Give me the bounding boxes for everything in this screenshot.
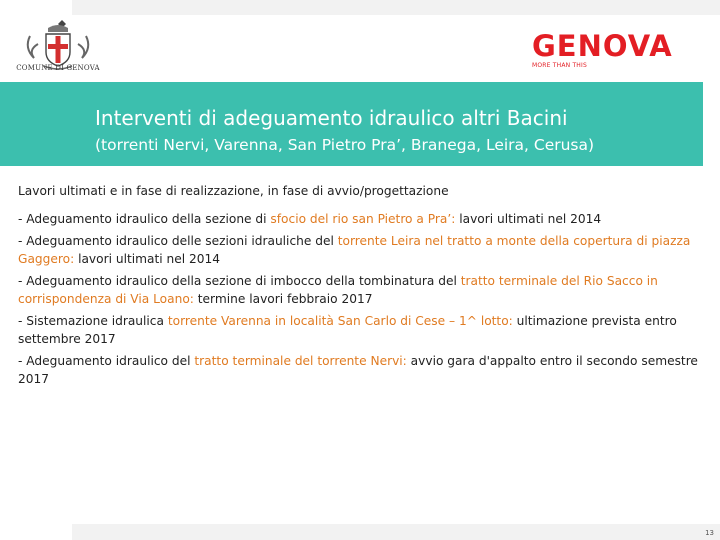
item-highlight: torrente Leira nel tratto a monte della copertura di piazza Gaggero: (18, 234, 691, 266)
item-text: - Adeguamento idraulico della sezione di (18, 212, 271, 226)
item-status: lavori ultimati nel 2014 (455, 212, 602, 226)
item-text: - Sistemazione idraulica (18, 314, 168, 328)
item-text: - Adeguamento idraulico delle sezioni idrauliche del (18, 234, 338, 248)
list-item (18, 312, 698, 348)
logo-wordmark: GENOVA (532, 29, 673, 63)
slide-title: Interventi di adeguamento idraulico altri Bacini (95, 106, 568, 130)
item-status: termine lavori febbraio 2017 (193, 292, 373, 306)
list-item (18, 210, 698, 228)
genova-logo (532, 29, 702, 70)
list-item (18, 232, 698, 268)
item-text: - Adeguamento idraulico del (18, 354, 195, 368)
item-highlight: tratto terminale del Rio Sacco in corrispondenza di Via Loano: (18, 274, 658, 306)
crest-caption: COMUNE DI GENOVA (16, 64, 100, 72)
item-highlight: torrente Varenna in località San Carlo di Cese – 1^ lotto: (167, 314, 513, 328)
list-item (18, 352, 698, 388)
item-status: avvio gara d'appalto entro il secondo semestre 2017 (18, 354, 698, 386)
item-text: - Adeguamento idraulico della sezione di imbocco della tombinatura del (18, 274, 461, 288)
page-number: 13 (705, 529, 714, 537)
section-headline: Lavori ultimati e in fase di realizzazione, in fase di avvio/progettazione (18, 184, 449, 198)
item-status: lavori ultimati nel 2014 (74, 252, 221, 266)
top-decorative-strip (72, 0, 720, 15)
item-highlight: tratto terminale del torrente Nervi: (194, 354, 407, 368)
item-status: ultimazione prevista entro settembre 2017 (18, 314, 677, 346)
list-item (18, 272, 698, 308)
bottom-decorative-strip (72, 524, 720, 540)
item-highlight: sfocio del rio san Pietro a Pra’: (270, 212, 456, 226)
content-body (18, 182, 698, 392)
slide-subtitle: (torrenti Nervi, Varenna, San Pietro Pra’, Branega, Leira, Cerusa) (95, 136, 595, 154)
logo-tagline: MORE THAN THIS (532, 62, 587, 69)
